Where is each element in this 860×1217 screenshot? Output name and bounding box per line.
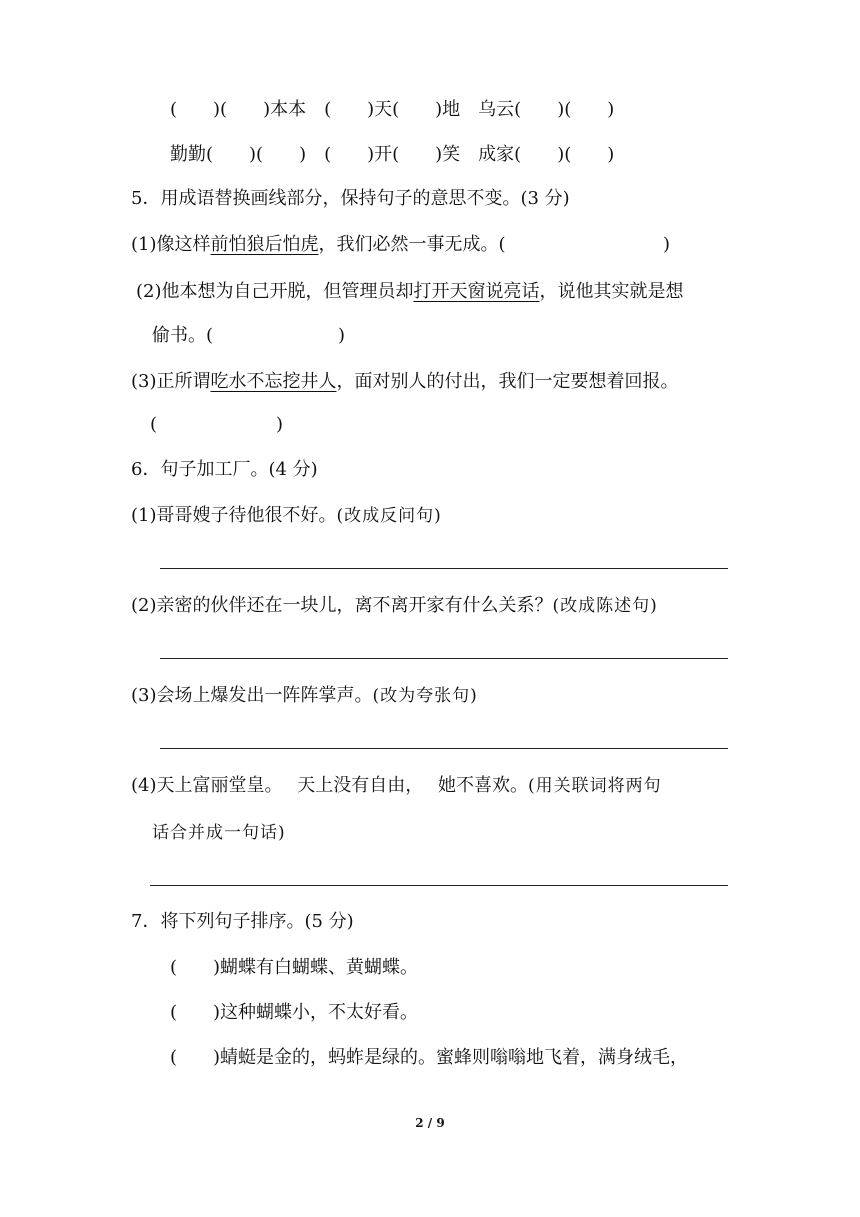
q6-item-2-text: (2)亲密的伙伴还在一块儿，离不离开家有什么关系？ <box>131 595 553 616</box>
q6-answer-line-3[interactable] <box>160 748 728 749</box>
q5-item-2-cont: 偷书。( <box>152 325 214 346</box>
q6-item-4-cont: 话合并成一句话) <box>152 823 286 843</box>
q5-item-2-text: (2)他本想为自己开脱，但管理员却 <box>136 281 414 302</box>
q6-item-4-text: (4)天上富丽堂皇。 天上没有自由， 她不喜欢。 <box>131 775 528 796</box>
q6-item-3-text: (3)会场上爆发出一阵阵掌声。 <box>131 685 373 706</box>
q5-item-3-paren-open: ( <box>150 414 158 435</box>
q6-answer-line-1[interactable] <box>160 568 728 569</box>
q5-item-3-paren-close: ) <box>276 414 284 435</box>
q6-item-1-text: (1)哥哥嫂子待他很不好。 <box>131 505 337 526</box>
blank-row-1: ( )( )本本 ( )天( )地 乌云( )( ) <box>170 99 615 120</box>
q5-item-2-tail: ，说他其实就是想 <box>539 281 684 302</box>
q6-item-2 <box>131 594 658 618</box>
q7-title: 7．将下列句子排序。(5 分) <box>131 911 354 932</box>
q5-item-2-paren-close: ) <box>338 325 346 346</box>
q6-item-3-instruction: (改为夸张句) <box>372 686 478 706</box>
q5-title: 5．用成语替换画线部分，保持句子的意思不变。(3 分) <box>131 188 570 209</box>
q5-item-3-text: (3)正所谓 <box>131 371 211 392</box>
q6-answer-line-2[interactable] <box>160 658 728 659</box>
q5-item-3-tail: ，面对别人的付出，我们一定要想着回报。 <box>336 371 679 392</box>
blank-row-2: 勤勤( )( ) ( )开( )笑 成家( )( ) <box>170 144 615 165</box>
q6-item-1 <box>131 504 442 528</box>
q5-item-1-underlined: 前怕狼后怕虎 <box>210 234 319 255</box>
q7-item-2: ( )这种蝴蝶小，不太好看。 <box>170 1002 419 1023</box>
q6-item-1-instruction: (改成反问句) <box>336 506 442 526</box>
q5-item-3-underlined: 吃水不忘挖井人 <box>210 371 337 392</box>
q5-item-1 <box>131 233 506 257</box>
q6-item-3 <box>131 684 478 708</box>
q6-item-4-instruction: (用关联词将两句 <box>527 776 662 796</box>
q5-item-1-tail: ，我们必然一事无成。( <box>318 234 506 255</box>
q5-item-2-underlined: 打开天窗说亮话 <box>413 281 540 302</box>
q7-item-3: ( )蜻蜓是金的，蚂蚱是绿的。蜜蜂则嗡嗡地飞着，满身绒毛， <box>170 1047 689 1068</box>
q5-item-3 <box>131 370 679 394</box>
q7-item-1: ( )蝴蝶有白蝴蝶、黄蝴蝶。 <box>170 957 419 978</box>
page-number: 2 / 9 <box>415 1116 445 1130</box>
q6-item-2-instruction: (改成陈述句) <box>552 596 658 616</box>
q6-item-4 <box>131 774 662 798</box>
q5-item-1-paren-close: ) <box>663 234 671 255</box>
q5-item-1-text: (1)像这样 <box>131 234 211 255</box>
q6-answer-line-4[interactable] <box>150 885 728 886</box>
q5-item-2 <box>136 280 684 304</box>
q6-title: 6．句子加工厂。(4 分) <box>131 459 318 480</box>
